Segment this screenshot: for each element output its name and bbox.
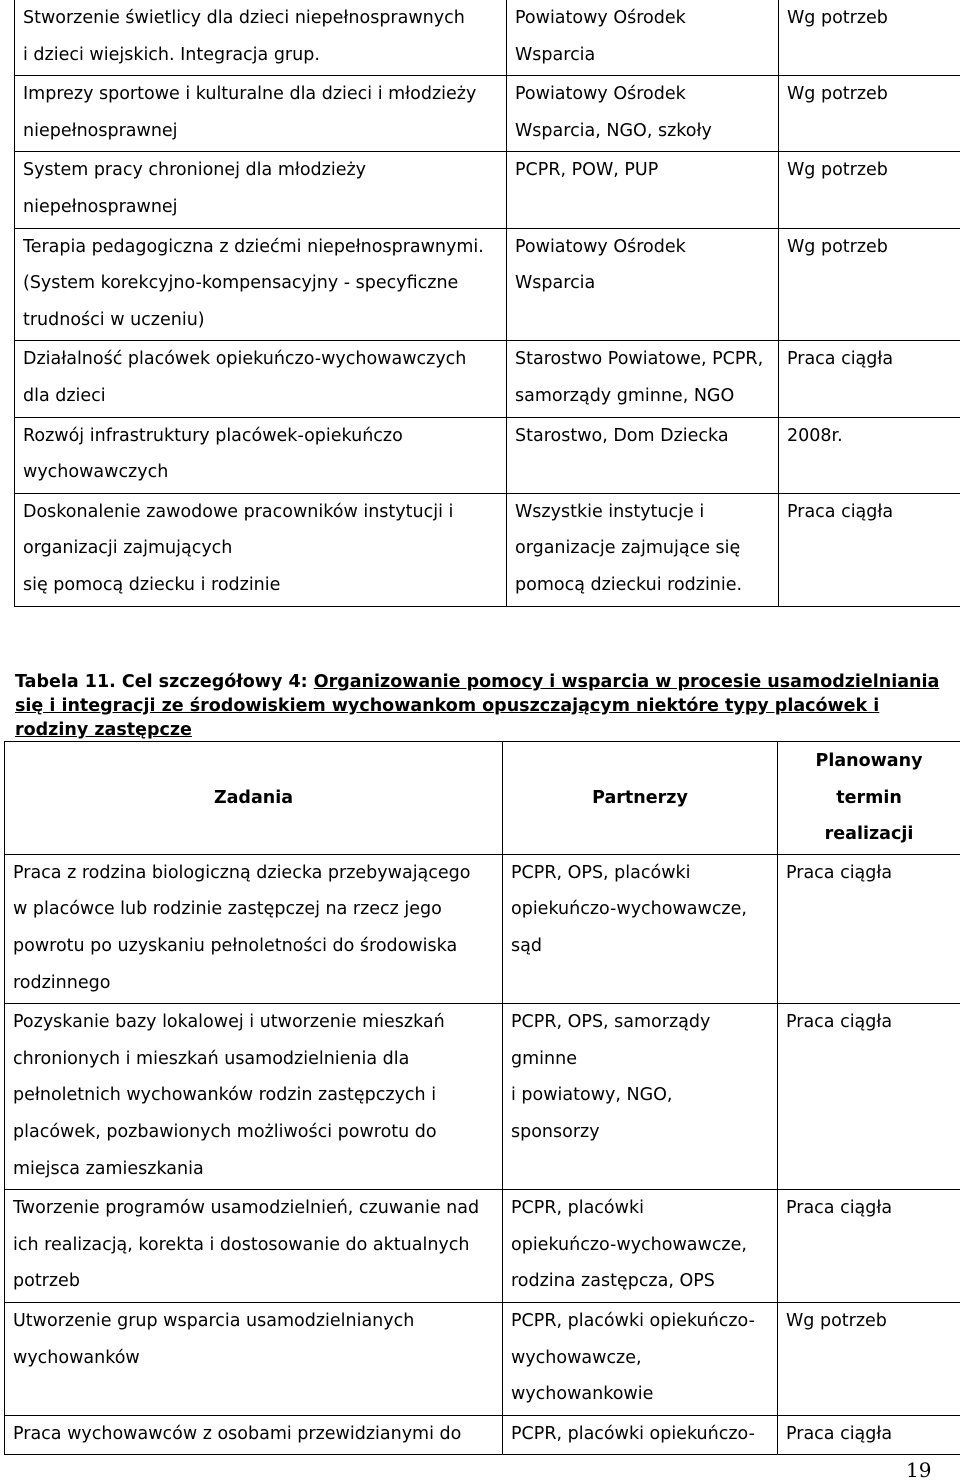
cell-text: Starostwo, Dom Dziecka (515, 425, 729, 446)
cell-text: Praca ciągła (787, 501, 894, 522)
cell-text: niepełnosprawnej (23, 120, 178, 141)
cell-text: wychowanków (13, 1347, 140, 1368)
cell-task (15, 341, 507, 417)
cell-text: Doskonalenie zawodowe pracowników instytucji i (23, 501, 454, 522)
table-row (15, 76, 960, 152)
cell-text: placówek, pozbawionych możliwości powrotu do (13, 1121, 437, 1142)
cell-text: Wg potrzeb (786, 1310, 887, 1331)
cell-text: Imprezy sportowe i kulturalne dla dzieci i młodzieży (23, 84, 477, 105)
header-tasks: Zadania (5, 742, 503, 855)
table-row (5, 1415, 960, 1455)
cell-term (779, 152, 960, 228)
cell-task (15, 76, 507, 152)
cell-term (779, 76, 960, 152)
cell-text: 2008r. (787, 425, 843, 446)
cell-text: niepełnosprawnej (23, 196, 178, 217)
cell-task (5, 1415, 503, 1455)
page-number: 19 (906, 1458, 932, 1482)
cell-text: PCPR, placówki opiekuńczo- (511, 1310, 755, 1331)
cell-text: Powiatowy Ośrodek (515, 8, 686, 28)
cell-text: Wg potrzeb (787, 84, 888, 105)
cell-term (779, 417, 960, 493)
cell-term (779, 493, 960, 606)
cell-text: PCPR, OPS, placówki (511, 862, 691, 883)
cell-partners (503, 1190, 778, 1303)
table-row (15, 417, 960, 493)
cell-text: Praca wychowawców z osobami przewidzianymi do (13, 1423, 462, 1444)
cell-text: pełnoletnich wychowanków rodzin zastępczych i (13, 1085, 437, 1106)
cell-text: System pracy chronionej dla młodzieży (23, 160, 367, 181)
cell-text: rodzinnego (13, 972, 111, 993)
cell-term (778, 1302, 960, 1415)
cell-text: Praca z rodzina biologiczną dziecka przebywającego (13, 862, 471, 883)
cell-text: Powiatowy Ośrodek (515, 84, 686, 105)
cell-term (779, 228, 960, 341)
cell-text: Tworzenie programów usamodzielnień, czuwanie nad (13, 1198, 480, 1219)
cell-partners (503, 1415, 778, 1455)
cell-text: PCPR, POW, PUP (515, 160, 659, 181)
cell-text: (System korekcyjno-kompensacyjny - specyficzne (23, 273, 459, 294)
cell-partners (507, 228, 779, 341)
table-row (15, 228, 960, 341)
table-header-row (5, 742, 960, 855)
cell-text: dla dzieci (23, 385, 106, 406)
cell-text: się pomocą dziecku i rodzinie (23, 574, 281, 595)
cell-term (779, 0, 960, 76)
cell-text: ich realizacją, korekta i dostosowanie do aktualnych (13, 1234, 470, 1255)
cell-text: Praca ciągła (786, 1012, 893, 1033)
cell-text: sponsorzy (511, 1121, 600, 1142)
cell-text: Wsparcia (515, 44, 596, 65)
cell-text: chronionych i mieszkań usamodzielnienia dla (13, 1048, 410, 1069)
cell-term (778, 1190, 960, 1303)
cell-text: PCPR, OPS, samorządy (511, 1012, 711, 1033)
cell-text: miejsca zamieszkania (13, 1158, 204, 1179)
cell-task (5, 1302, 503, 1415)
cell-text: wychowankowie (511, 1384, 654, 1405)
table-row (15, 152, 960, 228)
cell-partners (507, 341, 779, 417)
table-row (15, 341, 960, 417)
cell-partners (507, 493, 779, 606)
cell-text: PCPR, placówki (511, 1198, 644, 1219)
cell-text: i powiatowy, NGO, (511, 1085, 673, 1106)
cell-term (779, 341, 960, 417)
cell-task (15, 152, 507, 228)
cell-partners (503, 854, 778, 1003)
caption-prefix: Tabela 11. Cel szczegółowy 4: (15, 672, 314, 692)
cell-text: Wg potrzeb (787, 8, 888, 28)
table-row (15, 0, 960, 76)
table-row (5, 1302, 960, 1415)
cell-text: sąd (511, 935, 542, 956)
cell-task (15, 228, 507, 341)
cell-term (778, 854, 960, 1003)
cell-text: pomocą dzieckui rodzinie. (515, 574, 743, 595)
cell-text: Wg potrzeb (787, 160, 888, 181)
cell-text: rodzina zastępcza, OPS (511, 1271, 715, 1292)
caption-goal: Organizowanie pomocy i wsparcia w procesie usamodzielniania się i integracji ze środowiskiem wychowankom opuszczającym niektóre typy placówek i rodziny zastępcze (15, 672, 940, 740)
table-row (5, 1004, 960, 1190)
cell-text: Wsparcia, NGO, szkoły (515, 120, 712, 141)
cell-term (778, 1415, 960, 1455)
cell-task (15, 493, 507, 606)
cell-text: wychowawczych (23, 462, 169, 483)
cell-task (5, 854, 503, 1003)
cell-partners (503, 1004, 778, 1190)
cell-partners (507, 152, 779, 228)
cell-text: opiekuńczo-wychowawcze, (511, 1234, 747, 1255)
header-partners: Partnerzy (503, 742, 778, 855)
cell-text: Stworzenie świetlicy dla dzieci niepełnosprawnych (23, 8, 465, 28)
cell-partners (503, 1302, 778, 1415)
cell-task (5, 1004, 503, 1190)
cell-partners (507, 76, 779, 152)
cell-task (5, 1190, 503, 1303)
cell-text: organizacje zajmujące się (515, 538, 741, 559)
cell-text: Pozyskanie bazy lokalowej i utworzenie mieszkań (13, 1012, 445, 1033)
cell-text: Praca ciągła (786, 1423, 893, 1444)
cell-text: PCPR, placówki opiekuńczo- (511, 1423, 755, 1444)
cell-text: trudności w uczeniu) (23, 309, 205, 330)
table-row (15, 493, 960, 606)
cell-text: opiekuńczo-wychowawcze, (511, 899, 747, 920)
cell-task (15, 0, 507, 76)
table-continued (14, 0, 960, 607)
cell-text: Działalność placówek opiekuńczo-wychowawczych (23, 349, 467, 370)
cell-partners (507, 0, 779, 76)
cell-text: potrzeb (13, 1271, 80, 1292)
cell-partners (507, 417, 779, 493)
cell-text: Praca ciągła (787, 349, 894, 370)
cell-text: Wg potrzeb (787, 236, 888, 257)
cell-text: gminne (511, 1048, 577, 1069)
cell-text: powrotu po uzyskaniu pełnoletności do środowiska (13, 935, 458, 956)
cell-text: organizacji zajmujących (23, 538, 233, 559)
cell-task (15, 417, 507, 493)
cell-text: Rozwój infrastruktury placówek-opiekuńczo (23, 425, 403, 446)
cell-text: Praca ciągła (786, 862, 893, 883)
cell-text: Starostwo Powiatowe, PCPR, (515, 349, 764, 370)
header-term: Planowany termin realizacji (778, 742, 960, 855)
cell-text: Wszystkie instytucje i (515, 501, 705, 522)
cell-text: i dzieci wiejskich. Integracja grup. (23, 44, 320, 65)
cell-text: Wsparcia (515, 273, 596, 294)
cell-text: w placówce lub rodzinie zastępczej na rzecz jego (13, 899, 442, 920)
cell-text: samorządy gminne, NGO (515, 385, 735, 406)
table-row (5, 1190, 960, 1303)
cell-text: wychowawcze, (511, 1347, 642, 1368)
cell-text: Praca ciągła (786, 1198, 893, 1219)
cell-text: Terapia pedagogiczna z dziećmi niepełnosprawnymi. (23, 236, 484, 257)
cell-term (778, 1004, 960, 1190)
table-11 (4, 741, 960, 1455)
table-row (5, 854, 960, 1003)
table-caption (15, 670, 945, 742)
cell-text: Powiatowy Ośrodek (515, 236, 686, 257)
cell-text: Utworzenie grup wsparcia usamodzielnianych (13, 1310, 415, 1331)
